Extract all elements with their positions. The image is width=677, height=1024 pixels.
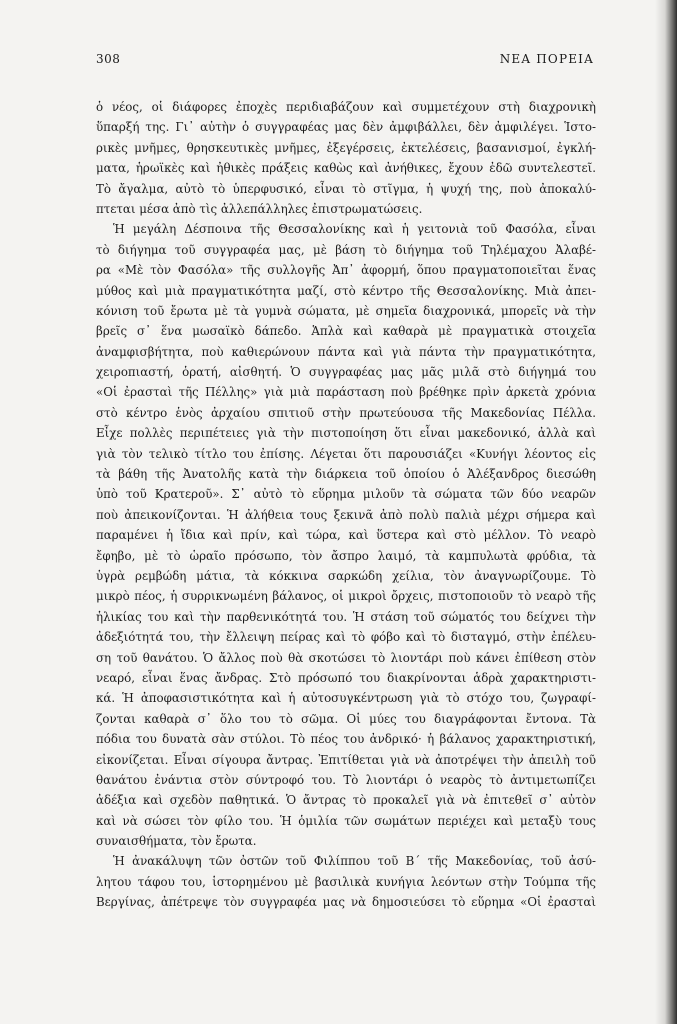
text-line: Βεργίνας, ἀπέτρεψε τὸν συγγραφέα μας νὰ δημοσιεύσει τὸ εὕρημα «Οἱ ἐρασταὶ xyxy=(96,895,596,910)
text-line: «Οἱ ἐρασταὶ τῆς Πέλλης» γιὰ μιὰ παράσταση ποὺ βρέθηκε πρὶν ἀρκετὰ χρόνια xyxy=(96,385,596,400)
text-line: λητου τάφου του, ἱστορημένου μὲ βασιλικὰ κυνήγια λεόντων στὴν Τούμπα τῆς xyxy=(96,874,596,889)
text-line: χειροπιαστή, ὁρατή, αἰσθητή. Ὁ συγγραφέας μας μᾶς μιλᾶ στὸ διήγημά του xyxy=(96,365,596,380)
text-line: μύθος καὶ μιὰ πραγματικότητα μαζί, στὸ κέντρο τῆς Θεσσαλονίκης. Μιὰ ἀπει- xyxy=(96,283,596,298)
text-line: ρικὲς μνῆμες, θρησκευτικὲς μνῆμες, ἐξεγέρσεις, ἐκτελέσεις, βασανισμοί, ἐγκλή- xyxy=(96,140,596,155)
text-line: εἰκονίζεται. Εἶναι σίγουρα ἄντρας. Ἐπιτίθεται γιὰ νὰ ἀποτρέψει τὴν ἀπειλὴ τοῦ xyxy=(96,752,596,767)
text-line: βρεῖς σ᾽ ἕνα μωσαϊκὸ δάπεδο. Ἁπλὰ καὶ καθαρὰ μὲ πραγματικὰ στοιχεῖα xyxy=(96,324,596,339)
text-line: Τὸ ἄγαλμα, αὐτὸ τὸ ὑπερφυσικό, εἶναι τὸ στῖγμα, ἡ ψυχή της, ποὺ ἀποκαλύ- xyxy=(96,181,596,196)
text-line: ἀδεξιότητά του, τὴν ἔλλειψη πείρας καὶ τὸ φόβο καὶ τὸ δισταγμό, στὴν ἐπέλευ- xyxy=(96,630,596,645)
text-line: ἔφηβο, μὲ τὸ ὡραῖο πρόσωπο, τὸν ἄσπρο λαιμό, τὰ καμπυλωτὰ φρύδια, τὰ xyxy=(96,548,596,563)
text-line: ματα, ἡρωϊκὲς καὶ ἠθικὲς πράξεις καθὼς καὶ ἀνήθικες, ἔχουν ἐδῶ συντελεστεῖ. xyxy=(96,161,596,176)
text-line: ρα «Μὲ τὸν Φασόλα» τῆς συλλογῆς Ἀπ᾽ ἀφορμή, ὅπου πραγματοποιεῖται ἕνας xyxy=(96,263,596,278)
text-line: Εἶχε πολλὲς περιπέτειες γιὰ τὴν πιστοποίηση ὅτι εἶναι μακεδονικό, ἀλλὰ καὶ xyxy=(96,426,596,441)
text-line: κόνιση τοῦ ἔρωτα μὲ τὰ γυμνὰ σώματα, μὲ σημεῖα διαχρονικά, μπορεῖς νὰ τὴν xyxy=(96,303,596,318)
text-line: πόδια του δυνατὰ σὰν στύλοι. Τὸ πέος του ἀνδρικό· ἡ βάλανος χαρακτηριστική, xyxy=(96,732,596,747)
page-header xyxy=(96,52,594,70)
text-line: στὸ κέντρο ἑνὸς ἀρχαίου σπιτιοῦ στὴν πρωτεύουσα τῆς Μακεδονίας Πέλλα. xyxy=(96,405,596,420)
text-line: ὕπαρξή της. Γι᾽ αὐτὴν ὁ συγγραφέας μας δὲν ἀμφιβάλλει, δὲν ἀμφιλέγει. Ἱστο- xyxy=(96,120,596,135)
text-line: Ἡ μεγάλη Δέσποινα τῆς Θεσσαλονίκης καὶ ἡ γειτονιὰ τοῦ Φασόλα, εἶναι xyxy=(113,222,596,237)
text-line: ὁ νέος, οἱ διάφορες ἐποχὲς περιδιαβάζουν καὶ συμμετέχουν στὴ διαχρονικὴ xyxy=(96,100,596,114)
text-line: ση τοῦ θανάτου. Ὁ ἄλλος ποὺ θὰ σκοτώσει τὸ λιοντάρι ποὺ κάνει ἐπίθεση στὸν xyxy=(96,650,596,665)
text-line: καὶ νὰ σώσει τὸν φίλο του. Ἡ ὁμιλία τῶν σωμάτων περιέχει καὶ μεταξὺ τους xyxy=(96,813,596,828)
text-line: κά. Ἡ ἀποφασιστικότητα καὶ ἡ αὐτοσυγκέντρωση γιὰ τὸ στόχο του, ζωγραφί- xyxy=(96,691,596,706)
text-line: τὰ βάθη τῆς Ἀνατολῆς κατὰ τὴν διάρκεια τοῦ ὁποίου ὁ Ἀλέξανδρος διεσώθη xyxy=(96,467,596,482)
text-line: παραμένει ἡ ἴδια καὶ πρίν, καὶ τώρα, καὶ ὕστερα καὶ στὸ μέλλον. Τὸ νεαρὸ xyxy=(96,528,596,543)
text-line: νεαρό, εἶναι ἕνας ἄνδρας. Στὸ πρόσωπό του διακρίνονται ἁδρὰ χαρακτηριστι- xyxy=(96,670,596,685)
page-spine-shadow xyxy=(655,0,677,1024)
text-line: Ἡ ἀνακάλυψη τῶν ὀστῶν τοῦ Φιλίππου τοῦ Β´ τῆς Μακεδονίας, τοῦ ἀσύ- xyxy=(113,854,596,869)
body-text xyxy=(96,97,596,913)
running-title: ΝΕΑ ΠΟΡΕΙΑ xyxy=(499,52,594,66)
text-line: ἀναμφισβήτητα, ποὺ καθιερώνουν πάντα καὶ γιὰ πάντα τὴν πραγματικότητα, xyxy=(96,344,596,359)
text-line: μικρὸ πέος, ἡ συρρικνωμένη βάλανος, οἱ μικροὶ ὄρχεις, πιστοποιοῦν τὸ νεαρὸ τῆς xyxy=(96,589,596,604)
text-line: ὑπὸ τοῦ Κρατεροῦ». Σ᾽ αὐτὸ τὸ εὕρημα μιλοῦν τὰ σώματα τῶν δύο νεαρῶν xyxy=(96,487,596,502)
text-line: τὸ διήγημα τοῦ συγγραφέα μας, μὲ βάση τὸ διήγημα τοῦ Τηλέμαχου Ἀλαβέ- xyxy=(96,242,596,257)
page-number: 308 xyxy=(96,52,121,66)
text-line: πτεται μέσα ἀπὸ τὶς ἀλλεπάλληλες ἐπιστρωματώσεις. xyxy=(96,201,423,216)
text-line: συναισθήματα, τὸν ἔρωτα. xyxy=(96,834,257,849)
text-line: ποὺ ἀπεικονίζονται. Ἡ ἀλήθεια τους ξεκινᾶ ἀπὸ πολὺ παλιὰ μέχρι σήμερα καὶ xyxy=(96,507,596,522)
text-line: ὑγρὰ ρεμβώδη μάτια, τὰ κόκκινα σαρκώδη χείλια, τὸν ἀναγνωρίζουμε. Τὸ xyxy=(96,568,596,583)
text-line: ζονται καθαρὰ σ᾽ ὅλο του τὸ σῶμα. Οἱ μύες του διαγράφονται ἔντονα. Τὰ xyxy=(96,711,596,726)
text-line: ἡλικίας του καὶ τὴν παρθενικότητά του. Ἡ στάση τοῦ σώματός του δείχνει τὴν xyxy=(96,609,596,624)
text-line: γιὰ τὸν τελικὸ τίτλο του ἐπίσης. Λέγεται ὅτι παρουσιάζει «Κυνήγι λέοντος εἰς xyxy=(96,446,596,461)
text-line: θανάτου ἐνάντια στὸν σύντροφό του. Τὸ λιοντάρι ὁ νεαρὸς τὸ ἀντιμετωπίζει xyxy=(96,772,596,787)
text-line: ἀδέξια καὶ σχεδὸν παθητικά. Ὁ ἄντρας τὸ προκαλεῖ γιὰ νὰ ἐπιτεθεῖ σ᾽ αὐτὸν xyxy=(96,793,596,808)
